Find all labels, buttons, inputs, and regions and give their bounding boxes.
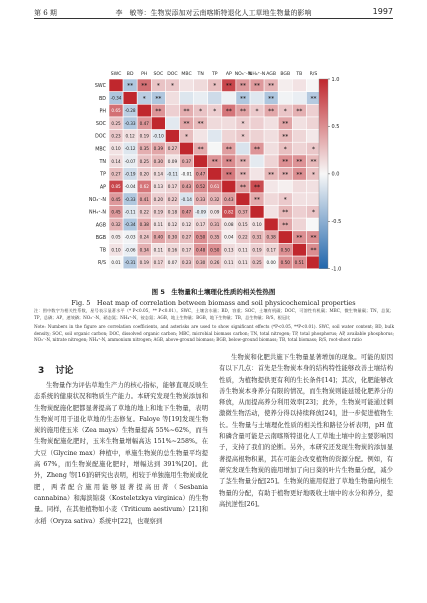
cell-value: 0.40 — [153, 234, 164, 240]
cell-value: 0.35 — [210, 234, 220, 240]
row-label: AP — [99, 185, 106, 191]
column-label: R/S — [309, 72, 318, 77]
cell-value: 0.45 — [111, 209, 121, 215]
significance-stars: ** — [296, 171, 303, 179]
significance-stars: ** — [239, 158, 246, 166]
column-label: TN — [197, 72, 204, 77]
significance-stars: ** — [268, 108, 275, 116]
heatmap-diagonal-cell — [236, 193, 250, 206]
cell-value: 0.13 — [224, 247, 234, 253]
significance-stars: * — [283, 145, 287, 153]
cell-value: -0.10 — [152, 133, 164, 139]
significance-stars: ** — [310, 158, 317, 166]
section-heading — [38, 363, 73, 376]
cell-value: 0.23 — [111, 133, 121, 139]
heatmap-diagonal-cell — [292, 243, 306, 256]
significance-stars: ** — [197, 145, 204, 153]
cell-value: 0.10 — [111, 247, 121, 253]
cell-value: 0.82 — [224, 209, 234, 215]
significance-stars: ** — [225, 171, 232, 179]
colorbar-tick-label: 0.0 — [331, 171, 340, 178]
row-label: TB — [99, 248, 106, 254]
significance-stars: ** — [239, 95, 246, 103]
cell-value: 0.41 — [139, 196, 149, 202]
significance-stars: ** — [254, 196, 261, 204]
heatmap-cell — [306, 79, 320, 92]
heatmap-cell — [264, 180, 278, 193]
cell-value: 0.30 — [167, 234, 178, 240]
significance-stars: ** — [141, 82, 148, 90]
heatmap-cell — [264, 142, 278, 155]
significance-stars: ** — [239, 183, 246, 191]
cell-value: 0.25 — [252, 260, 262, 266]
page-number: 1997 — [372, 7, 393, 16]
cell-value: 0.07 — [167, 260, 178, 266]
cell-value: 0.17 — [153, 260, 164, 266]
heatmap-diagonal-cell — [278, 231, 292, 244]
column-label: PH — [141, 72, 148, 77]
section-number: 3 — [38, 366, 45, 376]
significance-stars: * — [241, 120, 245, 128]
heatmap-cell — [292, 180, 306, 193]
significance-stars: ** — [310, 247, 317, 255]
cell-value: 0.35 — [139, 146, 149, 152]
cell-value: 0.37 — [238, 209, 248, 215]
heatmap-diagonal-cell — [180, 142, 194, 155]
row-label: BD — [99, 96, 106, 102]
column-label: SOC — [153, 72, 164, 77]
colorbar-tick-label: 0.5 — [331, 124, 340, 131]
cell-value: 0.24 — [139, 234, 149, 240]
significance-stars: ** — [239, 108, 246, 116]
cell-value: 0.50 — [280, 247, 290, 253]
heatmap-cell — [208, 92, 222, 105]
cell-value: 0.25 — [111, 120, 121, 126]
row-label: NO₃⁻-N — [88, 197, 106, 203]
row-label: SOC — [95, 122, 106, 128]
significance-stars: ** — [239, 82, 246, 90]
significance-stars: ** — [254, 82, 261, 90]
cell-value: 0.13 — [153, 184, 164, 190]
cell-value: 0.25 — [139, 158, 149, 164]
heatmap-cell — [306, 104, 320, 117]
cell-value: 0.31 — [210, 222, 220, 228]
row-label: R/S — [98, 261, 106, 267]
cell-value: 0.32 — [111, 222, 121, 228]
column-label: DOC — [167, 72, 178, 77]
heatmap-diagonal-cell — [151, 117, 165, 130]
significance-stars: ** — [254, 183, 261, 191]
heatmap-cell — [264, 155, 278, 168]
heatmap-diagonal-cell — [194, 155, 208, 168]
section-title: 讨论 — [55, 366, 74, 376]
heatmap-cell — [250, 155, 264, 168]
heatmap-diagonal-cell — [109, 79, 123, 92]
heatmap-cell — [292, 206, 306, 219]
significance-stars: * — [283, 196, 287, 204]
cell-value: 0.04 — [224, 234, 234, 240]
significance-stars: ** — [183, 108, 190, 116]
significance-stars: ** — [282, 221, 289, 229]
cell-value: -0.12 — [124, 146, 136, 152]
cell-value: 0.22 — [167, 196, 178, 202]
figure-caption-en: Fig. 5 Heat map of correlation between biomass and soil physicochemical properties — [71, 299, 356, 307]
figure-caption-cn: 图 5 生物量和土壤理化性质的相关性热图 — [151, 288, 276, 296]
heatmap-cell — [292, 142, 306, 155]
heatmap-cell — [222, 130, 236, 143]
significance-stars: ** — [268, 82, 275, 90]
heatmap-cell — [250, 117, 264, 130]
cell-value: 0.11 — [238, 247, 248, 253]
significance-stars: ** — [211, 158, 218, 166]
heatmap-cell — [222, 117, 236, 130]
heatmap-diagonal-cell — [306, 256, 320, 269]
significance-stars: ** — [296, 108, 303, 116]
running-title: 李 敏等：生物炭添加对云南喀斯特退化人工草地生物量的影响 — [115, 9, 312, 17]
colorbar-tick-label: -0.5 — [331, 219, 342, 226]
cell-value: -0.34 — [110, 95, 122, 101]
significance-stars: ** — [296, 234, 303, 242]
significance-stars: ** — [310, 234, 317, 242]
significance-stars: * — [156, 82, 160, 90]
cell-value: 0.52 — [195, 184, 206, 190]
significance-stars: * — [311, 171, 315, 179]
cell-value: -0.04 — [124, 184, 136, 190]
cell-value: 0.37 — [181, 158, 192, 164]
row-label: DOC — [95, 134, 106, 140]
cell-value: 0.85 — [111, 184, 121, 190]
significance-stars: * — [311, 209, 315, 217]
cell-value: 0.50 — [210, 247, 220, 253]
significance-stars: ** — [268, 171, 275, 179]
significance-stars: * — [283, 108, 287, 116]
cell-value: 0.08 — [224, 222, 234, 228]
heatmap-cell — [180, 79, 194, 92]
significance-stars: ** — [183, 120, 190, 128]
cell-value: -0.28 — [124, 108, 136, 114]
row-label: MBC — [95, 147, 106, 153]
cell-value: 0.05 — [111, 234, 121, 240]
column-label: NH₄⁺-N — [248, 72, 266, 77]
row-label: PH — [99, 109, 106, 115]
cell-value: 0.01 — [111, 260, 121, 266]
heatmap-cell — [278, 92, 292, 105]
cell-value: 0.14 — [111, 158, 121, 164]
significance-stars: ** — [127, 82, 134, 90]
cell-value: 0.17 — [167, 184, 178, 190]
cell-value: 0.31 — [252, 234, 262, 240]
significance-stars: * — [311, 145, 315, 153]
heatmap-cell — [292, 130, 306, 143]
heatmap-cell — [165, 104, 179, 117]
column-label: TB — [296, 72, 303, 77]
body-paragraph-left: 生物量作为评估草地生产力的核心指标，能够直观反映生态系统的健康状况和物质生产能力。本研究发现生物炭添加和生物炭配施化肥都显著提高了草地的地上和地下生物量，表明生物炭可用于退化草地的生态修复。Faloye 等[19]发现生物炭的施用使玉米（Zea mays）生物量提高 55%~62%，而当生物炭配施化肥时，玉米生物量增幅高达 151%~258%。在大豆（Glycine max）种植中，单施生物炭的总生物量平均提高 67%，而生物炭配施化肥时，增幅达到 391%[20]。此外，Zheng 等[16]的研究也表明，相较于单独施用生物炭或化肥，两者配合施用能够显著提高田菁（Sesbania cannabina）和海滨锦葵（Kosteletzkya virginica）的生物量。同样，在其他植物如小麦（Triticum aestivum）[21]和水稻（Oryza sativa）系统中[22]，也观察到 — [34, 382, 208, 525]
heatmap-cell — [194, 92, 208, 105]
heatmap-cell — [165, 117, 179, 130]
cell-value: 0.11 — [153, 247, 164, 253]
heatmap-cell — [306, 130, 320, 143]
cell-value: 0.45 — [111, 196, 121, 202]
heatmap-diagonal-cell — [123, 92, 137, 105]
cell-value: 0.62 — [139, 184, 149, 190]
significance-stars: * — [185, 133, 189, 141]
heatmap-diagonal-cell — [137, 104, 151, 117]
heatmap-cell — [306, 117, 320, 130]
cell-value: 0.27 — [181, 234, 192, 240]
significance-stars: ** — [239, 171, 246, 179]
heatmap-cell — [264, 193, 278, 206]
heatmap-diagonal-cell — [250, 206, 264, 219]
cell-value: 0.30 — [153, 158, 164, 164]
significance-stars: ** — [225, 82, 232, 90]
colorbar-tick-label: -1.0 — [331, 266, 342, 273]
heatmap-cell — [194, 130, 208, 143]
heatmap-cell — [165, 92, 179, 105]
cell-value: -0.33 — [124, 196, 136, 202]
significance-stars: ** — [254, 145, 261, 153]
heatmap-cell — [264, 130, 278, 143]
cell-value: 0.17 — [195, 222, 206, 228]
cell-value: 0.17 — [181, 247, 192, 253]
cell-value: -0.14 — [181, 196, 192, 202]
heatmap-cell — [306, 193, 320, 206]
cell-value: 0.43 — [181, 184, 192, 190]
issue-number: 第 6 期 — [34, 9, 57, 17]
significance-stars: * — [199, 108, 203, 116]
figure-note-cn: 注：图中数字为相关性系数，星号表示显著水平（* P<0.05，** P<0.01）。SWC，土壤含水量；BD，容重；SOC，土壤有机碳；DOC，可溶性有机碳；MBC，微生物量碳；TN，总氮；TP，总磷；AP，速效磷；NO₃⁻-N，硝态氮；NH₄⁺-N，铵态氮；AGB，地上生物量；BGB，地下生物量；TB，总生物量；R/S，根冠比 — [34, 308, 394, 320]
cell-value: -0.01 — [181, 171, 192, 177]
significance-stars: * — [213, 82, 217, 90]
cell-value: -0.34 — [124, 222, 136, 228]
cell-value: 0.12 — [125, 133, 135, 139]
column-label: TP — [211, 72, 218, 77]
cell-value: 0.27 — [167, 146, 178, 152]
column-label: SWC — [110, 72, 122, 77]
significance-stars: ** — [225, 108, 232, 116]
row-label: AGB — [95, 223, 106, 229]
cell-value: 0.11 — [238, 260, 248, 266]
heatmap-diagonal-cell — [208, 168, 222, 181]
figure-note-en: Note: Numbers in the figure are correlation coefficients, and asterisks are used to show significant effects (*P<0.05, **P<0.01). SWC, soil water content; BD, bulk density; SOC, soil organic carbon; DOC, dissolved organic carbon; MBC, microbial biomass carbon; TN, total nitrogen; TP, total phosphorus; AP, available phosphorus; NO₃⁻-N, nitrate nitrogen; NH₄⁺-N, ammonium nitrogen; AGB, above-ground biomass; BGB, below-ground biomass; TB, total biomass; R/S, root-shoot ratio — [34, 324, 394, 343]
cell-value: 0.33 — [195, 196, 206, 202]
row-label: TP — [100, 172, 106, 178]
heatmap-cell — [250, 130, 264, 143]
significance-stars: * — [213, 108, 217, 116]
cell-value: 0.38 — [266, 234, 276, 240]
cell-value: 0.20 — [153, 196, 164, 202]
heatmap-cell — [180, 92, 194, 105]
heatmap-diagonal-cell — [165, 130, 179, 143]
heatmap-cell — [208, 130, 222, 143]
heatmap-cell — [264, 206, 278, 219]
row-label: TN — [99, 160, 106, 166]
column-label: AGB — [266, 72, 277, 77]
cell-value: 0.22 — [139, 209, 149, 215]
cell-value: 0.16 — [167, 247, 178, 253]
cell-value: 0.47 — [139, 120, 149, 126]
cell-value: -0.06 — [124, 247, 136, 253]
significance-stars: ** — [282, 171, 289, 179]
cell-value: 0.51 — [294, 260, 305, 266]
cell-value: 0.11 — [224, 260, 234, 266]
significance-stars: * — [142, 95, 146, 103]
cell-value: 0.11 — [153, 222, 164, 228]
cell-value: -0.11 — [124, 209, 136, 215]
cell-value: 0.12 — [181, 222, 192, 228]
heatmap-cell — [250, 92, 264, 105]
significance-stars: ** — [155, 108, 162, 116]
cell-value: 0.20 — [139, 171, 149, 177]
cell-value: 0.34 — [139, 247, 149, 253]
significance-stars: ** — [282, 209, 289, 217]
cell-value: 0.47 — [195, 171, 206, 177]
cell-value: 0.38 — [139, 222, 149, 228]
cell-value: 0.22 — [238, 234, 248, 240]
heatmap-cell — [306, 218, 320, 231]
cell-value: 0.12 — [167, 222, 178, 228]
cell-value: 0.19 — [153, 209, 164, 215]
heatmap-cell — [292, 92, 306, 105]
cell-value: 0.32 — [210, 196, 220, 202]
heatmap-cell — [208, 142, 222, 155]
cell-value: 0.50 — [195, 234, 206, 240]
cell-value: -0.33 — [124, 120, 136, 126]
column-label: BGB — [280, 72, 291, 77]
cell-value: 0.50 — [280, 260, 290, 266]
significance-stars: ** — [296, 158, 303, 166]
cell-value: 0.39 — [153, 146, 164, 152]
cell-value: -0.09 — [195, 209, 207, 215]
cell-value: 0.17 — [266, 247, 276, 253]
heatmap-cell — [292, 193, 306, 206]
cell-value: 0.18 — [167, 209, 178, 215]
cell-value: 0.14 — [153, 171, 164, 177]
heatmap-cell — [292, 79, 306, 92]
cell-value: -0.19 — [124, 171, 136, 177]
row-label: SWC — [94, 84, 106, 90]
row-label: BGB — [95, 235, 106, 241]
cell-value: 0.26 — [210, 260, 220, 266]
colorbar-tick-label: 1.0 — [331, 76, 340, 83]
significance-stars: ** — [155, 95, 162, 103]
significance-stars: ** — [268, 95, 275, 103]
cell-value: -0.03 — [124, 234, 136, 240]
heatmap-cell — [292, 117, 306, 130]
heatmap-cell — [292, 218, 306, 231]
heatmap-cell — [278, 79, 292, 92]
cell-value: 0.23 — [181, 260, 192, 266]
heatmap-cell — [208, 117, 222, 130]
cell-value: 0.10 — [252, 222, 262, 228]
heatmap-cell — [264, 117, 278, 130]
cell-value: 0.48 — [195, 247, 206, 253]
cell-value: 0.27 — [111, 171, 121, 177]
significance-stars: * — [241, 133, 245, 141]
significance-stars: ** — [282, 120, 289, 128]
cell-value: 0.15 — [238, 222, 248, 228]
body-paragraph-right: 生物炭和化肥共施下生物量显著增加的现象。可能的原因有以下几点：首先是生物炭本身的结构特性能够改善土壤结构性质，为植物提供更有利的生长条件[14]；其次，化肥能够改善生物炭本身养分有限的情况，而生物炭则能延缓化肥养分的释放，从而提高养分利用效率[23]；此外，生物炭可能通过刺激微生物活动，使养分得以持续释放[24]，进一步促进植物生长。生物量与土壤理化性质的相关性和路径分析表明，pH 值和磷含量可能是云南喀斯特退化人工草地土壤中的主要影响因子，支持了我们的论断。另外，本研究还发现生物炭的添加显著提高根物积累，其在可能会改变植物的资源分配。例如，有研究发现生物炭的施用增加了向日葵的叶片生物量分配，减少了茎生物量分配[25]。生物炭的施用促进了草地生物量向根生物量的分配，有助于植物更好地吸收土壤中的水分和养分，提高抗逆性[26]。 — [219, 354, 393, 508]
significance-stars: ** — [310, 95, 317, 103]
cell-value: 0.10 — [111, 146, 121, 152]
heatmap-diagonal-cell — [264, 218, 278, 231]
cell-value: 0.65 — [111, 108, 121, 114]
column-label: NO₃⁻-N — [234, 72, 252, 77]
row-label: NH₄⁺-N — [89, 210, 106, 216]
heatmap-cell — [278, 180, 292, 193]
cell-value: 0.19 — [139, 260, 149, 266]
significance-stars: * — [170, 82, 174, 90]
cell-value: 0.43 — [224, 196, 234, 202]
heatmap-cell — [222, 92, 236, 105]
colorbar — [319, 79, 328, 269]
cell-value: -0.31 — [124, 260, 136, 266]
significance-stars: ** — [225, 145, 232, 153]
cell-value: 0.19 — [252, 247, 262, 253]
heatmap-diagonal-cell — [222, 180, 236, 193]
cell-value: 0.00 — [266, 260, 276, 266]
significance-stars: ** — [225, 158, 232, 166]
column-label: BD — [126, 72, 134, 77]
cell-value: 0.61 — [210, 184, 220, 190]
heatmap-cell — [306, 180, 320, 193]
correlation-heatmap — [0, 0, 427, 290]
cell-value: 0.09 — [167, 158, 178, 164]
heatmap-cell — [194, 79, 208, 92]
column-label: AP — [225, 72, 232, 77]
significance-stars: ** — [197, 120, 204, 128]
cell-value: -0.07 — [124, 158, 136, 164]
cell-value: 0.30 — [195, 260, 206, 266]
cell-value: 0.09 — [210, 209, 220, 215]
heatmap-cell — [250, 168, 264, 181]
significance-stars: ** — [282, 158, 289, 166]
column-label: MBC — [181, 72, 192, 77]
significance-stars: * — [255, 108, 259, 116]
cell-value: -0.11 — [167, 171, 178, 177]
significance-stars: ** — [282, 133, 289, 141]
cell-value: 0.47 — [181, 209, 192, 215]
cell-value: 0.19 — [139, 133, 149, 139]
heatmap-cell — [236, 142, 250, 155]
